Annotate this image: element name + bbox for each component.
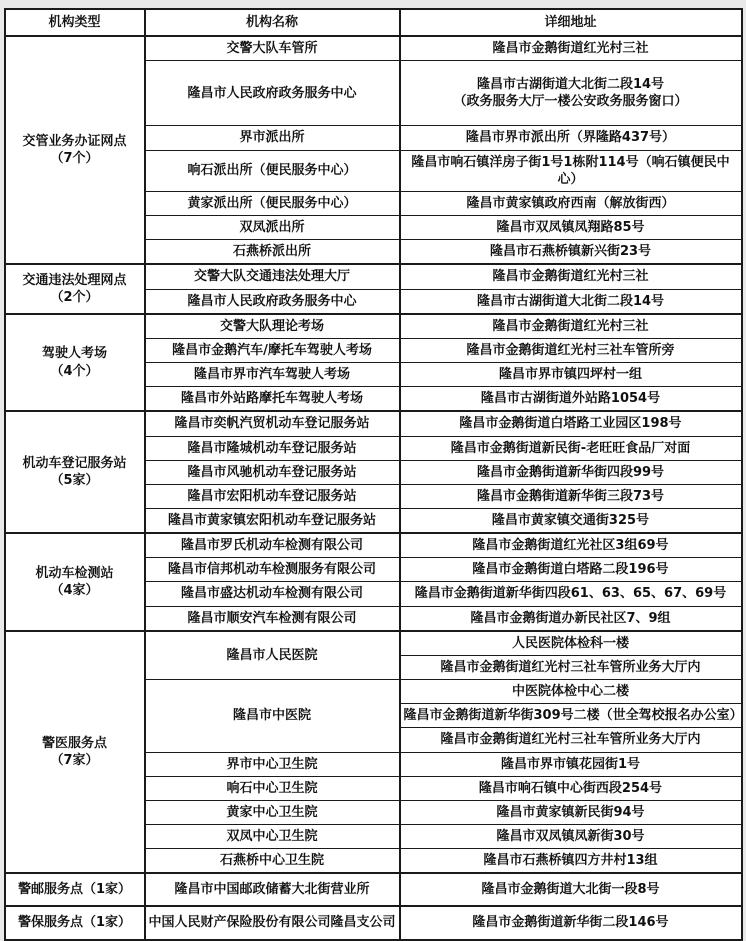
column-header-org-name: 机构名称: [145, 9, 400, 36]
org-address-cell: 隆昌市金鹅街道红光村三社: [400, 36, 742, 61]
org-name-cell: 黄家派出所（便民服务中心）: [145, 191, 400, 215]
table-header: [5, 9, 742, 36]
org-address-cell: 隆昌市金鹅街道新华街三段73号: [400, 484, 742, 508]
org-type-cell: 警邮服务点（1家）: [5, 873, 145, 906]
table-row: [5, 411, 742, 436]
org-name-cell: 隆昌市顺安汽车检测有限公司: [145, 606, 400, 631]
table-row: [5, 533, 742, 558]
org-address-cell: 隆昌市响石镇中心街西段254号: [400, 776, 742, 800]
org-table: [4, 8, 743, 941]
org-address-cell: 隆昌市石燕桥镇四方井村13组: [400, 849, 742, 874]
org-address-cell: 人民医院体检科一楼: [400, 631, 742, 656]
table-row: [5, 264, 742, 289]
org-name-cell: 中国人民财产保险股份有限公司隆昌支公司: [145, 906, 400, 939]
org-type-cell: 机动车登记服务站 （5家）: [5, 411, 145, 533]
org-name-cell: 隆昌市人民医院: [145, 631, 400, 680]
org-name-cell: 隆昌市信邦机动车检测服务有限公司: [145, 558, 400, 582]
org-address-cell: 隆昌市界市派出所（界隆路437号）: [400, 126, 742, 150]
org-address-cell: 隆昌市双凤镇凤新街30号: [400, 825, 742, 849]
org-address-cell: 隆昌市石燕桥镇新兴街23号: [400, 240, 742, 265]
org-address-cell: 隆昌市黄家镇政府西南（解放街西）: [400, 191, 742, 215]
org-address-cell: 隆昌市金鹅街道大北街一段8号: [400, 873, 742, 906]
org-address-cell: 隆昌市金鹅街道新华街四段61、63、65、67、69号: [400, 582, 742, 606]
org-address-cell: 隆昌市古湖街道外站路1054号: [400, 387, 742, 412]
org-address-cell: 隆昌市金鹅街道红光村三社: [400, 264, 742, 289]
table-row: [5, 631, 742, 656]
table-body: [5, 36, 742, 940]
org-name-cell: 隆昌市外站路摩托车驾驶人考场: [145, 387, 400, 412]
org-address-cell: 隆昌市金鹅街道新华街309号二楼（世全驾校报名办公室）: [400, 704, 742, 728]
table-row: [5, 36, 742, 61]
org-address-cell: 隆昌市界市镇四坪村一组: [400, 363, 742, 387]
org-address-cell: 隆昌市金鹅街道红光村三社: [400, 314, 742, 339]
org-name-cell: 双凤中心卫生院: [145, 825, 400, 849]
org-name-cell: 响石派出所（便民服务中心）: [145, 150, 400, 191]
org-name-cell: 石燕桥派出所: [145, 240, 400, 265]
org-address-cell: 隆昌市黄家镇新民街94号: [400, 800, 742, 824]
org-name-cell: 黄家中心卫生院: [145, 800, 400, 824]
org-name-cell: 隆昌市金鹅汽车/摩托车驾驶人考场: [145, 338, 400, 362]
org-name-cell: 隆昌市宏阳机动车登记服务站: [145, 484, 400, 508]
org-address-cell: 隆昌市金鹅街道办新民社区7、9组: [400, 606, 742, 631]
org-name-cell: 交警大队交通违法处理大厅: [145, 264, 400, 289]
org-address-cell: 隆昌市金鹅街道红光村三社车管所业务大厅内: [400, 655, 742, 679]
org-address-cell: 隆昌市响石镇洋房子街1号1栋附114号（响石镇便民中心）: [400, 150, 742, 191]
org-type-cell: 机动车检测站 （4家）: [5, 533, 145, 631]
org-address-cell: 隆昌市金鹅街道白塔路工业园区198号: [400, 411, 742, 436]
org-type-cell: 交通违法处理网点 （2个）: [5, 264, 145, 313]
org-address-cell: 隆昌市古湖街道大北街二段14号 （政务服务大厅一楼公安政务服务窗口）: [400, 61, 742, 126]
org-name-cell: 隆昌市中国邮政储蓄大北街营业所: [145, 873, 400, 906]
org-name-cell: 隆昌市奕帆汽贸机动车登记服务站: [145, 411, 400, 436]
org-address-cell: 隆昌市金鹅街道红光村三社车管所旁: [400, 338, 742, 362]
org-name-cell: 隆昌市盛达机动车检测有限公司: [145, 582, 400, 606]
org-name-cell: 界市中心卫生院: [145, 752, 400, 776]
org-address-cell: 隆昌市金鹅街道白塔路二段196号: [400, 558, 742, 582]
org-type-cell: 交管业务办证网点 （7个）: [5, 36, 145, 264]
org-address-cell: 隆昌市黄家镇交通街325号: [400, 508, 742, 533]
header-row: [5, 9, 742, 36]
org-address-cell: 隆昌市金鹅街道新华街四段99号: [400, 460, 742, 484]
org-name-cell: 隆昌市罗氏机动车检测有限公司: [145, 533, 400, 558]
org-name-cell: 隆昌市隆城机动车登记服务站: [145, 436, 400, 460]
org-name-cell: 隆昌市界市汽车驾驶人考场: [145, 363, 400, 387]
column-header-org-type: 机构类型: [5, 9, 145, 36]
table-row: [5, 314, 742, 339]
org-address-cell: 隆昌市金鹅街道新民街-老旺旺食品厂对面: [400, 436, 742, 460]
org-name-cell: 隆昌市人民政府政务服务中心: [145, 61, 400, 126]
org-name-cell: 双凤派出所: [145, 216, 400, 240]
org-name-cell: 响石中心卫生院: [145, 776, 400, 800]
org-type-cell: 驾驶人考场 （4个）: [5, 314, 145, 412]
org-name-cell: 隆昌市人民政府政务服务中心: [145, 289, 400, 314]
org-address-cell: 隆昌市双凤镇凤翔路85号: [400, 216, 742, 240]
column-header-address: 详细地址: [400, 9, 742, 36]
org-name-cell: 隆昌市中医院: [145, 680, 400, 752]
org-type-cell: 警保服务点（1家）: [5, 906, 145, 939]
org-type-cell: 警医服务点 （7家）: [5, 631, 145, 874]
org-name-cell: 界市派出所: [145, 126, 400, 150]
org-name-cell: 交警大队车管所: [145, 36, 400, 61]
org-address-cell: 隆昌市金鹅街道红光村三社车管所业务大厅内: [400, 728, 742, 752]
org-name-cell: 石燕桥中心卫生院: [145, 849, 400, 874]
org-name-cell: 隆昌市黄家镇宏阳机动车登记服务站: [145, 508, 400, 533]
org-address-cell: 隆昌市金鹅街道红光社区3组69号: [400, 533, 742, 558]
org-address-cell: 中医院体检中心二楼: [400, 680, 742, 704]
table-row: [5, 873, 742, 906]
org-address-cell: 隆昌市古湖街道大北街二段14号: [400, 289, 742, 314]
org-name-cell: 隆昌市风驰机动车登记服务站: [145, 460, 400, 484]
org-address-cell: 隆昌市金鹅街道新华街二段146号: [400, 906, 742, 939]
org-name-cell: 交警大队理论考场: [145, 314, 400, 339]
table-row: [5, 906, 742, 939]
org-address-cell: 隆昌市界市镇花园街1号: [400, 752, 742, 776]
